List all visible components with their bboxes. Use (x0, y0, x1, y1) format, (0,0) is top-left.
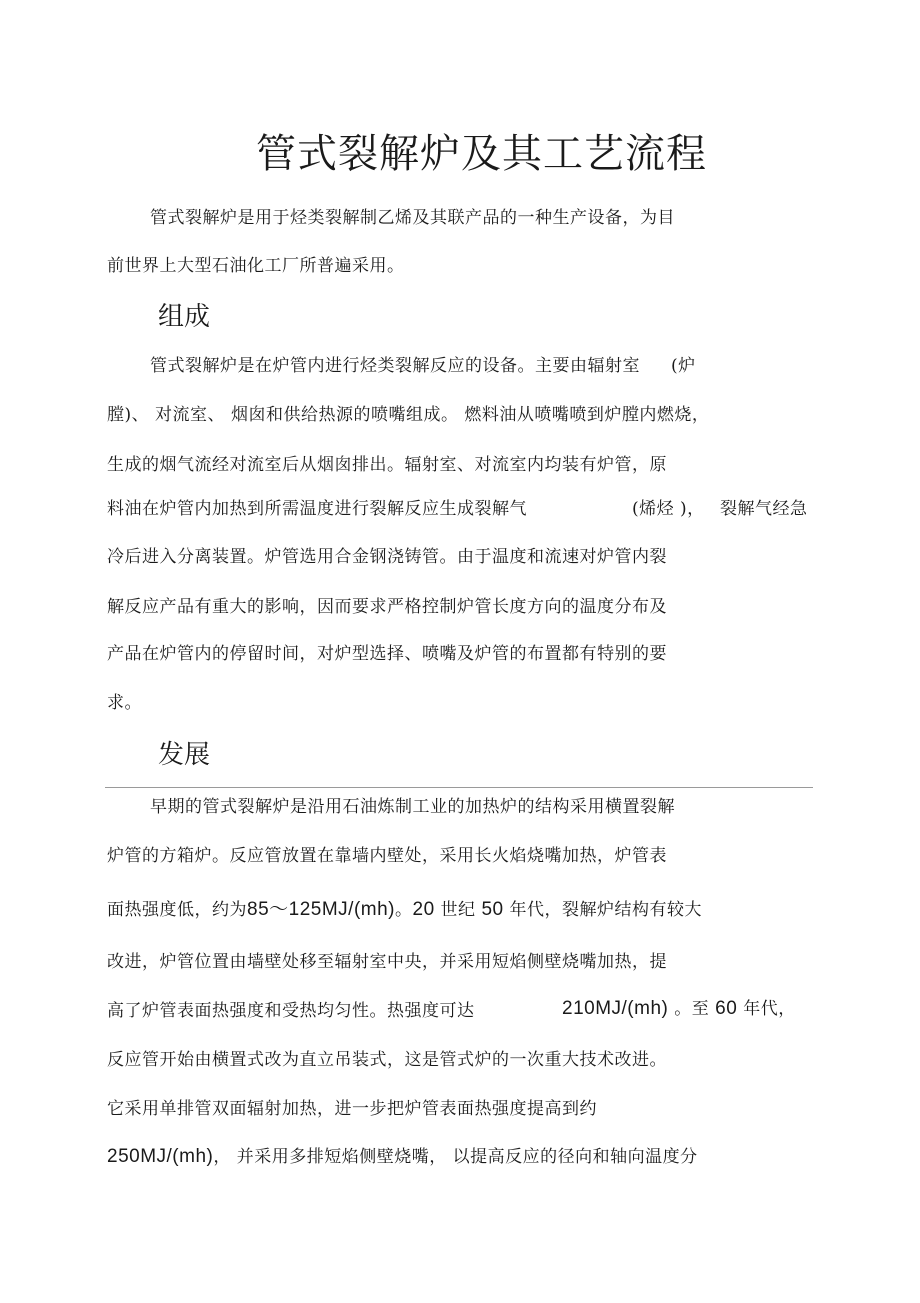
composition-line-4b: (烯烃 )， (632, 499, 705, 519)
development-line-5b (562, 994, 796, 1020)
development-line-8b: ， (213, 1147, 231, 1167)
development-line-3c: 。 (395, 900, 413, 920)
development-line-8 (107, 1142, 698, 1168)
composition-line-1a: 管式裂解炉是在炉管内进行烃类裂解反应的设备。主要由辐射室 (150, 356, 640, 376)
heat-intensity-250: 250MJ/(mh) (107, 1146, 214, 1167)
composition-line-5: 冷后进入分离装置。炉管选用合金钢浇铸管。由于温度和流速对炉管内裂 (107, 547, 667, 567)
composition-line-4c: 裂解气经急 (720, 499, 808, 519)
intro-line-2: 前世界上大型石油化工厂所普遍采用。 (107, 256, 405, 276)
composition-line-1b: (炉 (671, 356, 696, 376)
development-line-2: 炉管的方箱炉。反应管放置在靠墙内壁处，采用长火焰烧嘴加热，炉管表 (107, 846, 667, 866)
page-title: 管式裂解炉及其工艺流程 (256, 131, 707, 177)
heat-intensity-range: 85〜125MJ/(mh) (247, 899, 395, 920)
decade-50: 50 (481, 899, 504, 920)
composition-line-2: 膛)、 对流室、 烟囱和供给热源的喷嘴组成。 燃料油从喷嘴喷到炉膛内燃烧， (107, 405, 710, 425)
decade-60: 60 (715, 998, 738, 1019)
composition-line-8: 求。 (107, 693, 142, 713)
development-line-8d: 以提高反应的径向和轴向温度分 (452, 1147, 698, 1167)
composition-line-3: 生成的烟气流经对流室后从烟囱排出。辐射室、对流室内均装有炉管，原 (107, 455, 667, 475)
development-line-4: 改进，炉管位置由墙壁处移至辐射室中央，并采用短焰侧壁烧嘴加热，提 (107, 952, 667, 972)
section-heading-composition: 组成 (158, 302, 211, 332)
development-line-8c: 并采用多排短焰侧壁烧嘴， (236, 1147, 447, 1167)
composition-line-4a: 料油在炉管内加热到所需温度进行裂解反应生成裂解气 (107, 499, 527, 519)
development-line-6: 反应管开始由横置式改为直立吊装式，这是管式炉的一次重大技术改进。 (107, 1050, 667, 1070)
development-line-1: 早期的管式裂解炉是沿用石油炼制工业的加热炉的结构采用横置裂解 (150, 797, 675, 817)
development-line-5a: 高了炉管表面热强度和受热均匀性。热强度可达 (107, 1001, 475, 1021)
composition-line-6: 解反应产品有重大的影响，因而要求严格控制炉管长度方向的温度分布及 (107, 597, 667, 617)
section-heading-development: 发展 (158, 740, 211, 770)
development-line-3 (107, 894, 702, 921)
development-line-5e: 年代， (743, 999, 796, 1019)
intro-line-1: 管式裂解炉是用于烃类裂解制乙烯及其联产品的一种生产设备，为目 (150, 208, 675, 228)
development-line-3a: 面热强度低，约为 (107, 900, 247, 920)
development-line-3g: 年代，裂解炉结构有较大 (509, 900, 702, 920)
horizontal-divider (105, 787, 813, 788)
development-line-5c: 。至 (674, 999, 710, 1019)
century-number: 20 (412, 899, 435, 920)
composition-line-7: 产品在炉管内的停留时间，对炉型选择、喷嘴及炉管的布置都有特别的要 (107, 644, 667, 664)
development-line-7: 它采用单排管双面辐射加热，进一步把炉管表面热强度提高到约 (107, 1099, 597, 1119)
development-line-3e: 世纪 (440, 900, 476, 920)
heat-intensity-210: 210MJ/(mh) (562, 998, 669, 1019)
